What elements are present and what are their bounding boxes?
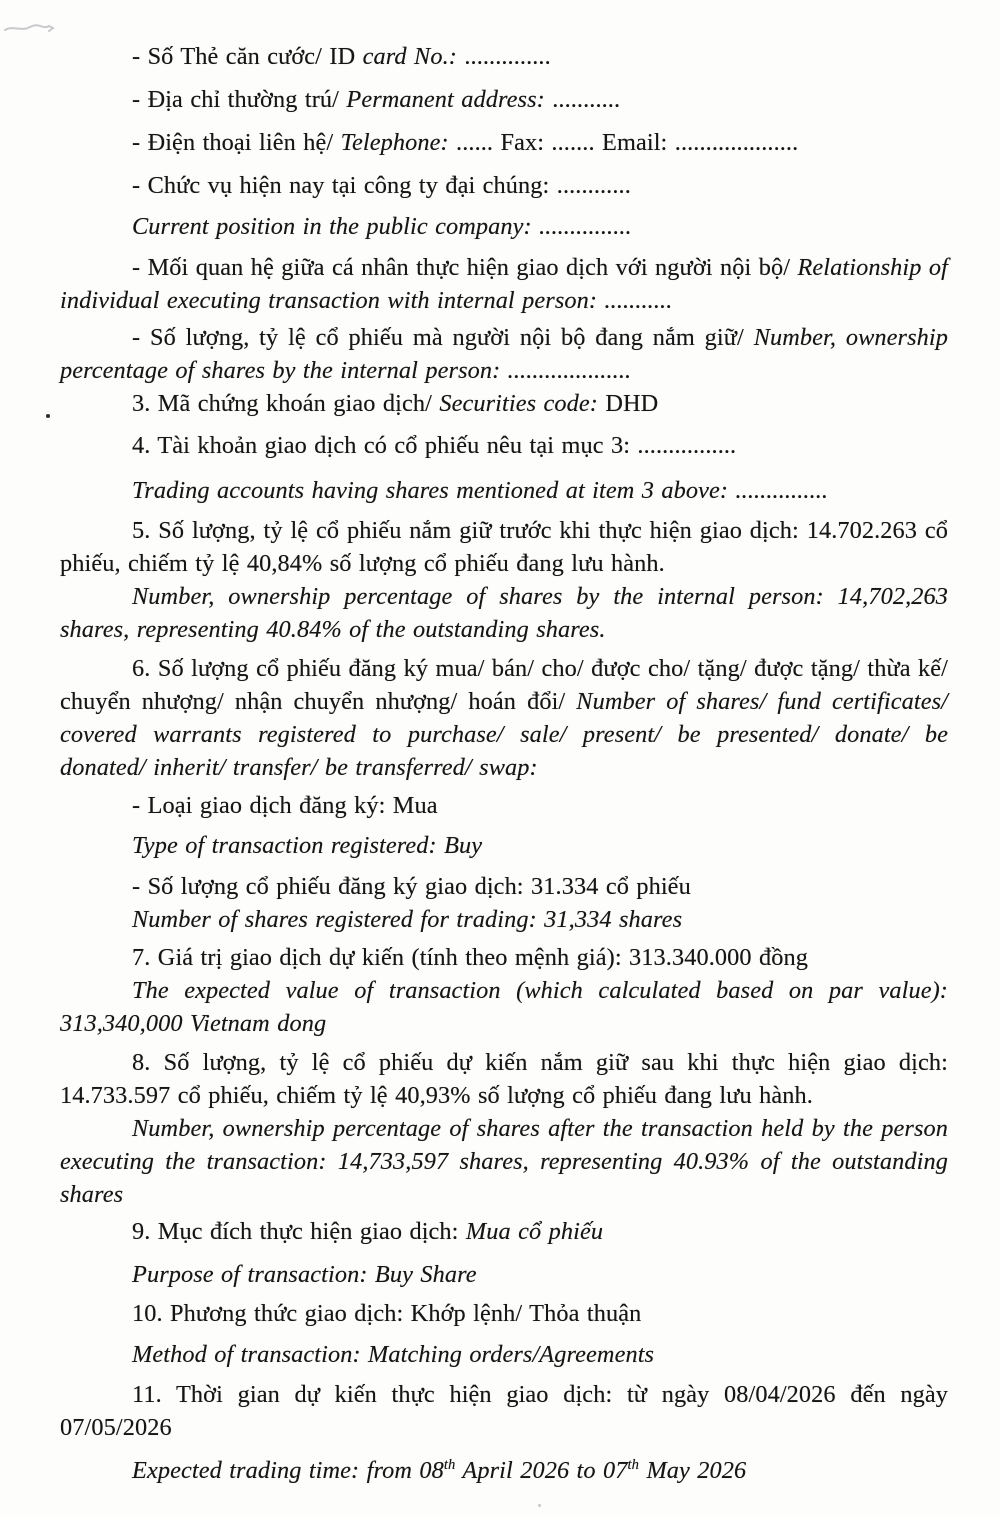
line-item7-vi <box>60 941 948 974</box>
text-run: 5. Số lượng, tỷ lệ cổ phiếu nắm giữ trước khi thực hiện giao dịch: 14.702.263 cổ phiếu, chiếm tỷ lệ 40,84% số lượng cổ phiếu đang lưu hành. <box>60 517 948 577</box>
text-run-italic: Permanent address: <box>346 86 545 113</box>
text-run: 8. Số lượng, tỷ lệ cổ phiếu dự kiến nắm giữ sau khi thực hiện giao dịch: 14.733.597 cổ phiếu, chiếm tỷ lệ 40,93% số lượng cổ phiếu đang lưu hành. <box>60 1049 948 1109</box>
text-run: ........... <box>544 86 621 113</box>
para-relationship <box>60 251 948 317</box>
line-transaction-type-en <box>60 829 948 862</box>
text-run: - Số Thẻ căn cước/ ID <box>132 43 363 70</box>
text-run: - Điện thoại liên hệ/ <box>132 129 341 156</box>
ink-dot-artifact <box>46 414 50 418</box>
text-run-italic: card No.: <box>362 43 457 70</box>
line-id-card <box>60 40 948 73</box>
text-run-italic: Number, ownership percentage of shares after the transaction held by the person executing the transaction: 14,733,597 shares, representing 40.93% of the outstanding shares <box>60 1115 948 1208</box>
para-item6 <box>60 652 948 784</box>
text-run-italic: Current position in the public company: ............... <box>132 213 632 240</box>
text-run: DHD <box>598 390 659 417</box>
line-telephone-fax-email <box>60 126 948 159</box>
line-transaction-type-vi <box>60 789 948 822</box>
para-insider-holding <box>60 321 948 387</box>
text-run: - Mối quan hệ giữa cá nhân thực hiện giao dịch với người nội bộ/ <box>132 254 798 281</box>
para-item5-en <box>60 580 948 646</box>
pen-mark-artifact <box>3 18 59 40</box>
text-run-italic: Type of transaction registered: Buy <box>132 832 483 859</box>
para-item5-vi <box>60 514 948 580</box>
text-run-italic: Telephone: <box>340 129 449 156</box>
document-body <box>60 40 948 1487</box>
text-run-italic: th <box>627 1456 640 1473</box>
text-run: 9. Mục đích thực hiện giao dịch: <box>132 1218 466 1245</box>
text-run-italic: April 2026 to 07 <box>455 1457 628 1484</box>
line-securities-code <box>60 387 948 420</box>
line-registered-shares-vi <box>60 870 948 903</box>
text-run: 4. Tài khoản giao dịch có cổ phiếu nêu tại mục 3: ................ <box>132 432 737 459</box>
text-run: - Địa chỉ thường trú/ <box>132 86 347 113</box>
text-run-italic: The expected value of transaction (which calculated based on par value): 313,340,000 Vietnam dong <box>60 977 948 1037</box>
line-method-vi <box>60 1297 948 1330</box>
text-run-italic: Number of shares/ fund certificates/ covered warrants registered to purchase/ sale/ present/ be presented/ donate/ be donated/ inherit/ transfer/ be transferred/ swap: <box>60 688 948 781</box>
line-permanent-address <box>60 83 948 116</box>
text-run: 3. Mã chứng khoán giao dịch/ <box>132 390 440 417</box>
text-run-italic: Purpose of transaction: Buy Share <box>132 1261 477 1288</box>
text-run: 6. Số lượng cổ phiếu đăng ký mua/ bán/ cho/ được cho/ tặng/ được tặng/ thừa kế/ chuyển nhượng/ nhận chuyển nhượng/ hoán đổi/ <box>60 655 948 715</box>
text-run: - Số lượng cổ phiếu đăng ký giao dịch: 31.334 cổ phiếu <box>132 873 691 900</box>
text-run-italic: Number, ownership percentage of shares by the internal person: 14,702,263 shares, representing 40.84% of the outstanding shares. <box>60 583 948 643</box>
line-current-position-en <box>60 210 948 243</box>
text-run-italic: May 2026 <box>639 1457 747 1484</box>
text-run: .............. <box>456 43 551 70</box>
text-run-italic: th <box>443 1456 456 1473</box>
text-run: 10. Phương thức giao dịch: Khớp lệnh/ Thỏa thuận <box>132 1300 642 1327</box>
speck-artifact <box>538 1504 541 1507</box>
text-run-italic: Securities code: <box>439 390 599 417</box>
text-run-italic: Trading accounts having shares mentioned at item 3 above: ............... <box>132 477 829 504</box>
line-current-position-vi <box>60 169 948 202</box>
text-run: - Số lượng, tỷ lệ cổ phiếu mà người nội bộ đang nắm giữ/ <box>132 324 754 351</box>
line-registered-shares-en <box>60 903 948 936</box>
text-run-italic: Number, ownership percentage of shares by the internal person: .................... <box>60 324 948 384</box>
line-purpose-vi <box>60 1215 948 1248</box>
text-run-italic: Mua cổ phiếu <box>465 1218 604 1245</box>
line-item11-en <box>60 1454 948 1487</box>
line-trading-account-en <box>60 474 948 507</box>
text-run: 7. Giá trị giao dịch dự kiến (tính theo mệnh giá): 313.340.000 đồng <box>132 944 808 971</box>
text-run: 11. Thời gian dự kiến thực hiện giao dịch: từ ngày 08/04/2026 đến ngày 07/05/2026 <box>60 1381 948 1441</box>
text-run-italic: Method of transaction: Matching orders/Agreements <box>132 1341 655 1368</box>
text-run: - Chức vụ hiện nay tại công ty đại chúng: ............ <box>132 172 631 199</box>
text-run-italic: Relationship of individual executing transaction with internal person: ........... <box>60 254 948 314</box>
para-item8-vi <box>60 1046 948 1112</box>
text-run-italic: Number of shares registered for trading: 31,334 shares <box>132 906 683 933</box>
para-item7-en <box>60 974 948 1040</box>
para-item8-en <box>60 1112 948 1211</box>
text-run-italic: Expected trading time: from 08 <box>132 1457 444 1484</box>
line-method-en <box>60 1338 948 1371</box>
text-run: ...... Fax: ....... Email: .................... <box>448 129 799 156</box>
line-trading-account-vi <box>60 429 948 462</box>
text-run: - Loại giao dịch đăng ký: Mua <box>132 792 438 819</box>
line-purpose-en <box>60 1258 948 1291</box>
para-item11-vi <box>60 1378 948 1444</box>
